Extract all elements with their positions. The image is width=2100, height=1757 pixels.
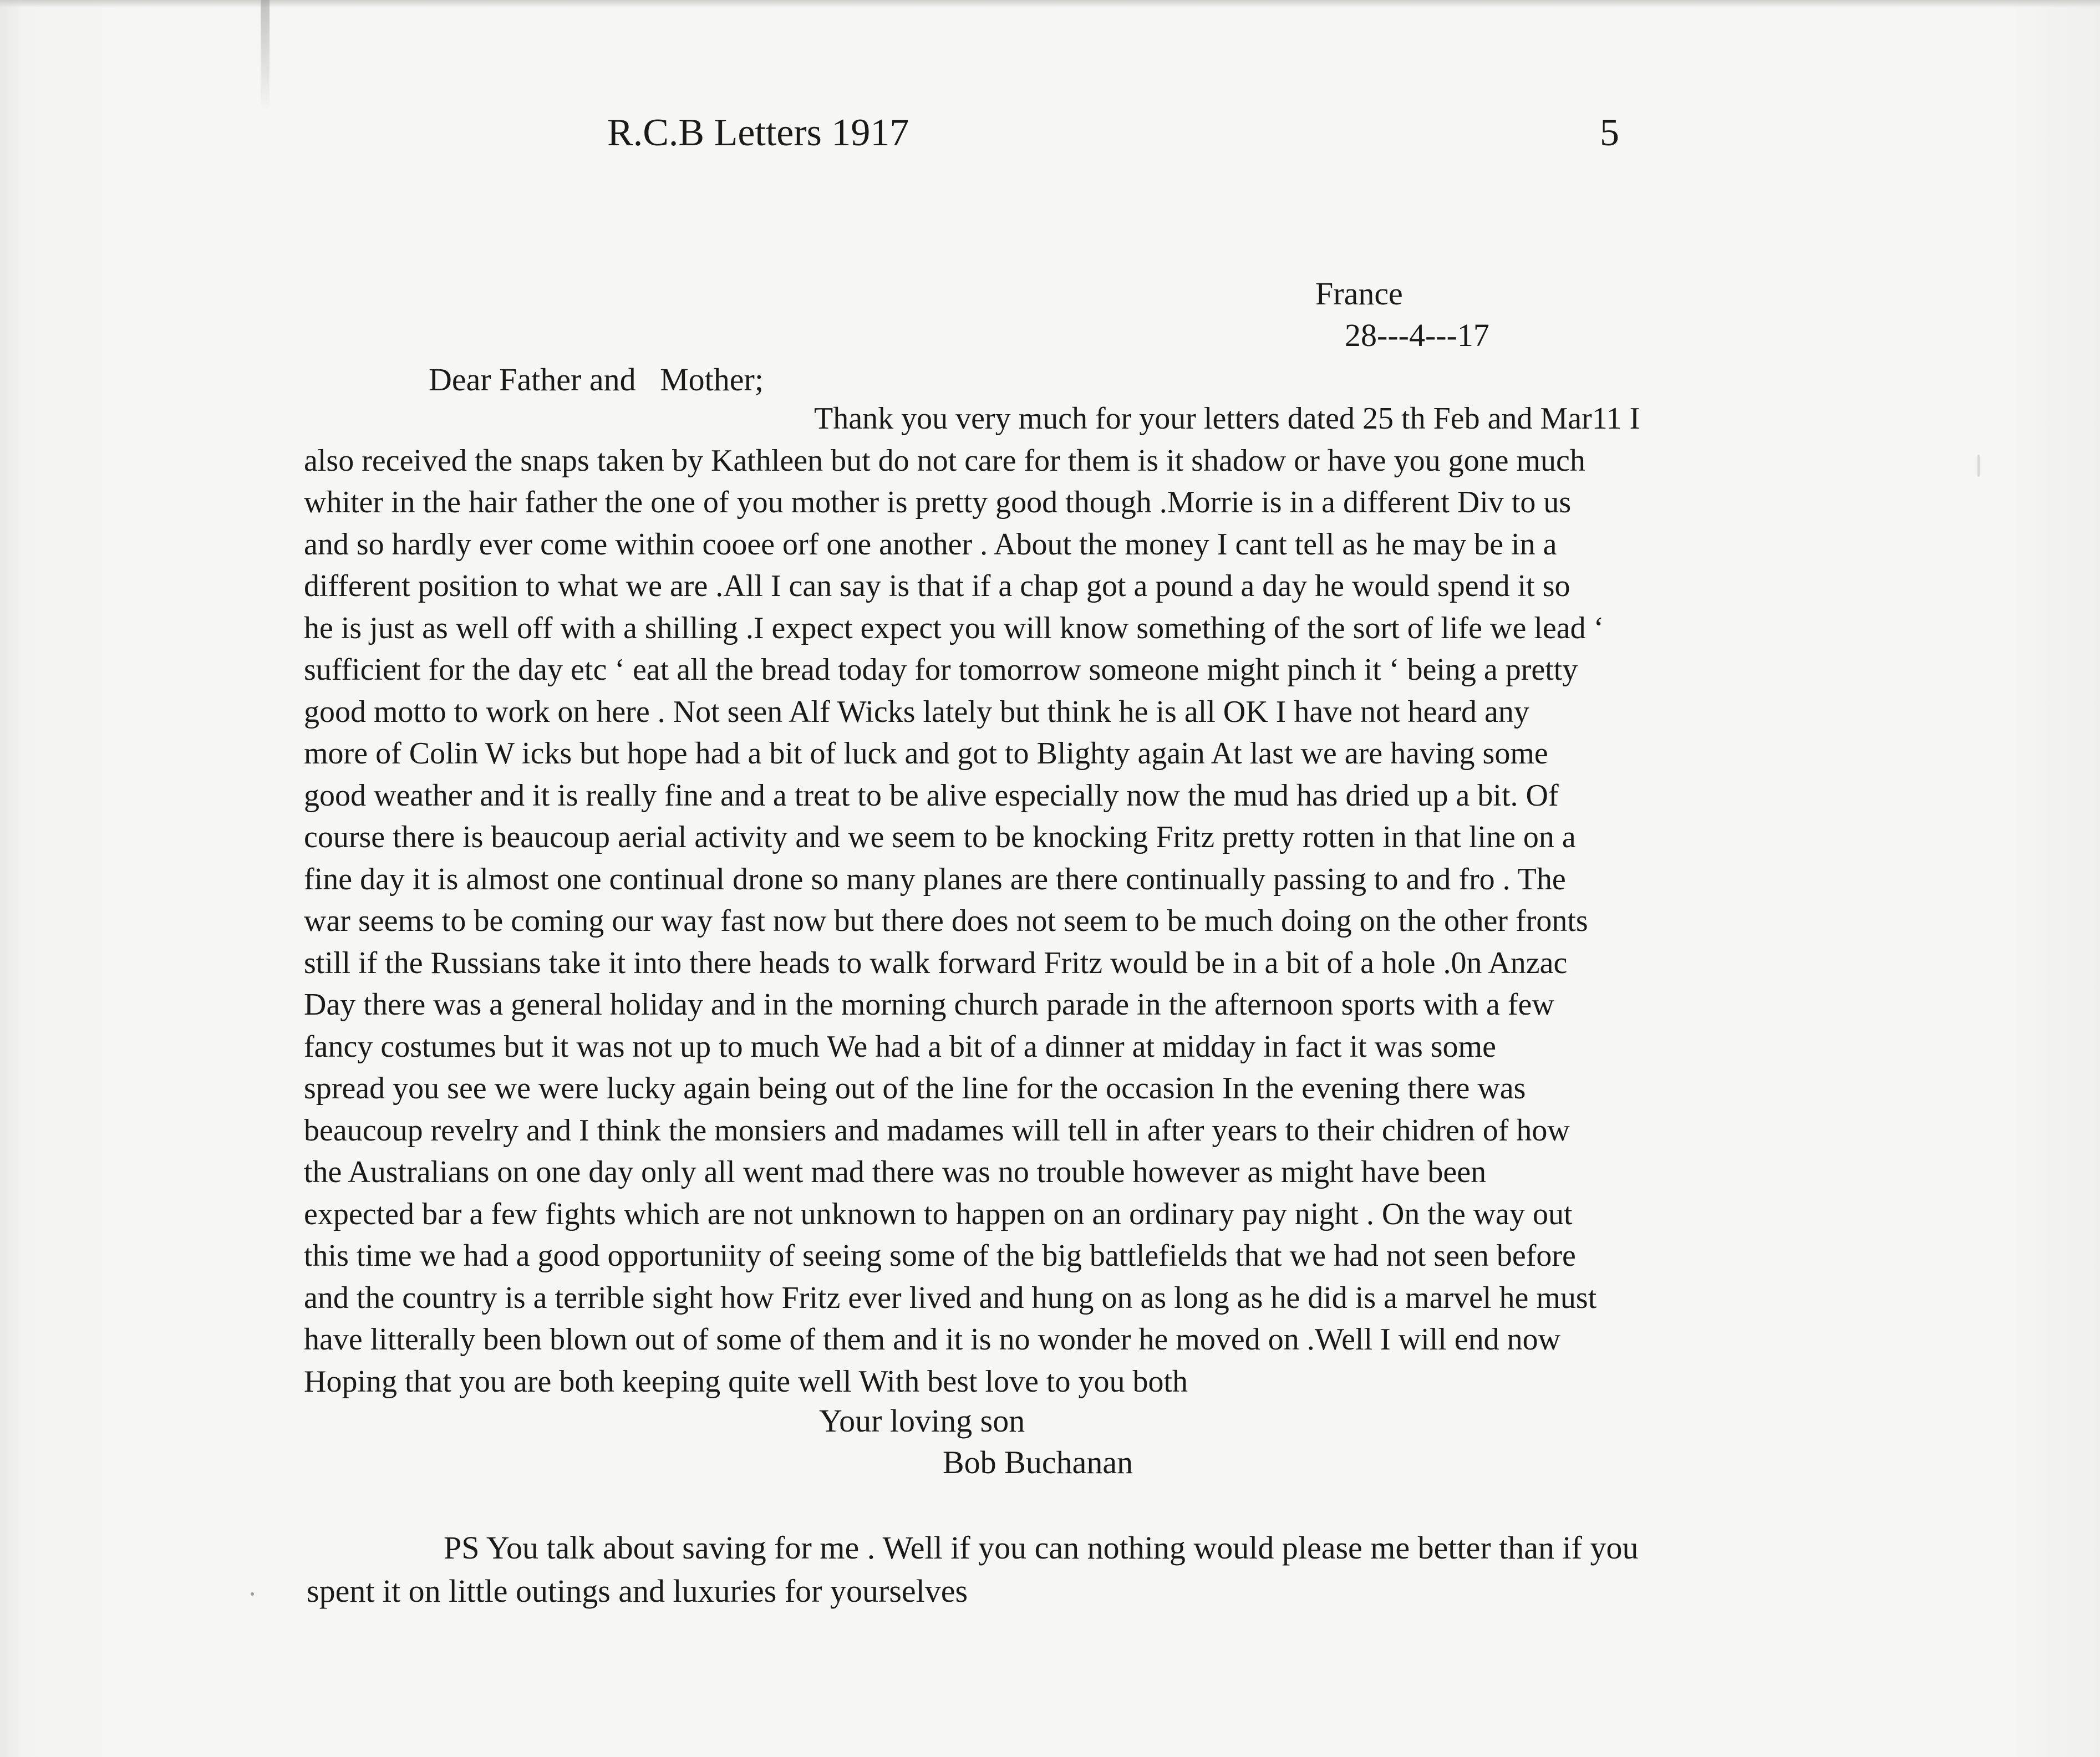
letter-date: 28---4---17 bbox=[1345, 317, 1489, 353]
letter-salutation: Dear Father and Mother; bbox=[429, 361, 764, 398]
body-line: expected bar a few fights which are not unknown to happen on an ordinary pay night . On the way out bbox=[304, 1196, 1573, 1231]
scan-fold-mark bbox=[261, 0, 270, 111]
letter-place: France bbox=[1315, 276, 1403, 312]
body-line: good motto to work on here . Not seen Alf Wicks lately but think he is all OK I have not heard any bbox=[304, 694, 1529, 729]
body-line: beaucoup revelry and I think the monsiers and madames will tell in after years to their chidren of how bbox=[304, 1113, 1570, 1148]
body-line: Day there was a general holiday and in the morning church parade in the afternoon sports with a few bbox=[304, 987, 1554, 1022]
body-line: this time we had a good opportuniity of seeing some of the big battlefields that we had not seen before bbox=[304, 1239, 1576, 1273]
body-line: good weather and it is really fine and a treat to be alive especially now the mud has dried up a bit. Of bbox=[304, 778, 1559, 813]
postscript-line: PS You talk about saving for me . Well if you can nothing would please me better than if you bbox=[444, 1530, 1639, 1566]
scan-speck bbox=[1977, 455, 1980, 477]
scan-speck bbox=[251, 1592, 254, 1596]
body-line: different position to what we are .All I can say is that if a chap got a pound a day he would spend it so bbox=[304, 569, 1570, 603]
body-line: fine day it is almost one continual drone so many planes are there continually passing to and fro . The bbox=[304, 862, 1566, 897]
body-line: and so hardly ever come within cooee orf one another . About the money I cant tell as he may be in a bbox=[304, 527, 1557, 562]
body-line: more of Colin W icks but hope had a bit of luck and got to Blighty again At last we are having some bbox=[304, 736, 1548, 771]
postscript-line: spent it on little outings and luxuries for yourselves bbox=[307, 1573, 968, 1609]
body-line: and the country is a terrible sight how Fritz ever lived and hung on as long as he did is a marvel he must bbox=[304, 1280, 1597, 1315]
body-line: sufficient for the day etc ‘ eat all the bread today for tomorrow someone might pinch it ‘ being a pretty bbox=[304, 653, 1578, 687]
body-line: whiter in the hair father the one of you mother is pretty good though .Morrie is in a different Div to us bbox=[304, 485, 1572, 520]
page-number: 5 bbox=[1600, 111, 1619, 154]
letter-closing: Your loving son bbox=[819, 1403, 1025, 1439]
page-header-title: R.C.B Letters 1917 bbox=[607, 111, 909, 154]
body-line: the Australians on one day only all went mad there was no trouble however as might have been bbox=[304, 1155, 1487, 1189]
body-line: Hoping that you are both keeping quite well With best love to you both bbox=[304, 1364, 1188, 1399]
body-line: also received the snaps taken by Kathleen but do not care for them is it shadow or have you gone much bbox=[304, 443, 1585, 478]
body-line: still if the Russians take it into there heads to walk forward Fritz would be in a bit of a hole .0n Anzac bbox=[304, 945, 1568, 980]
letter-body bbox=[304, 398, 1790, 1403]
body-line: course there is beaucoup aerial activity and we seem to be knocking Fritz pretty rotten in that line on a bbox=[304, 820, 1576, 854]
body-line: he is just as well off with a shilling .I expect expect you will know something of the sort of life we lead ‘ bbox=[304, 610, 1604, 645]
body-line: spread you see we were lucky again being out of the line for the occasion In the evening there was bbox=[304, 1071, 1526, 1106]
letter-signature: Bob Buchanan bbox=[943, 1444, 1133, 1480]
body-line: war seems to be coming our way fast now but there does not seem to be much doing on the other fronts bbox=[304, 904, 1588, 938]
body-line: fancy costumes but it was not up to much We had a bit of a dinner at midday in fact it was some bbox=[304, 1029, 1496, 1064]
scan-top-shadow bbox=[0, 0, 2100, 8]
body-line: Thank you very much for your letters dated 25 th Feb and Mar11 I bbox=[814, 401, 1640, 436]
body-line: have litterally been blown out of some of them and it is no wonder he moved on .Well I will end now bbox=[304, 1322, 1561, 1357]
